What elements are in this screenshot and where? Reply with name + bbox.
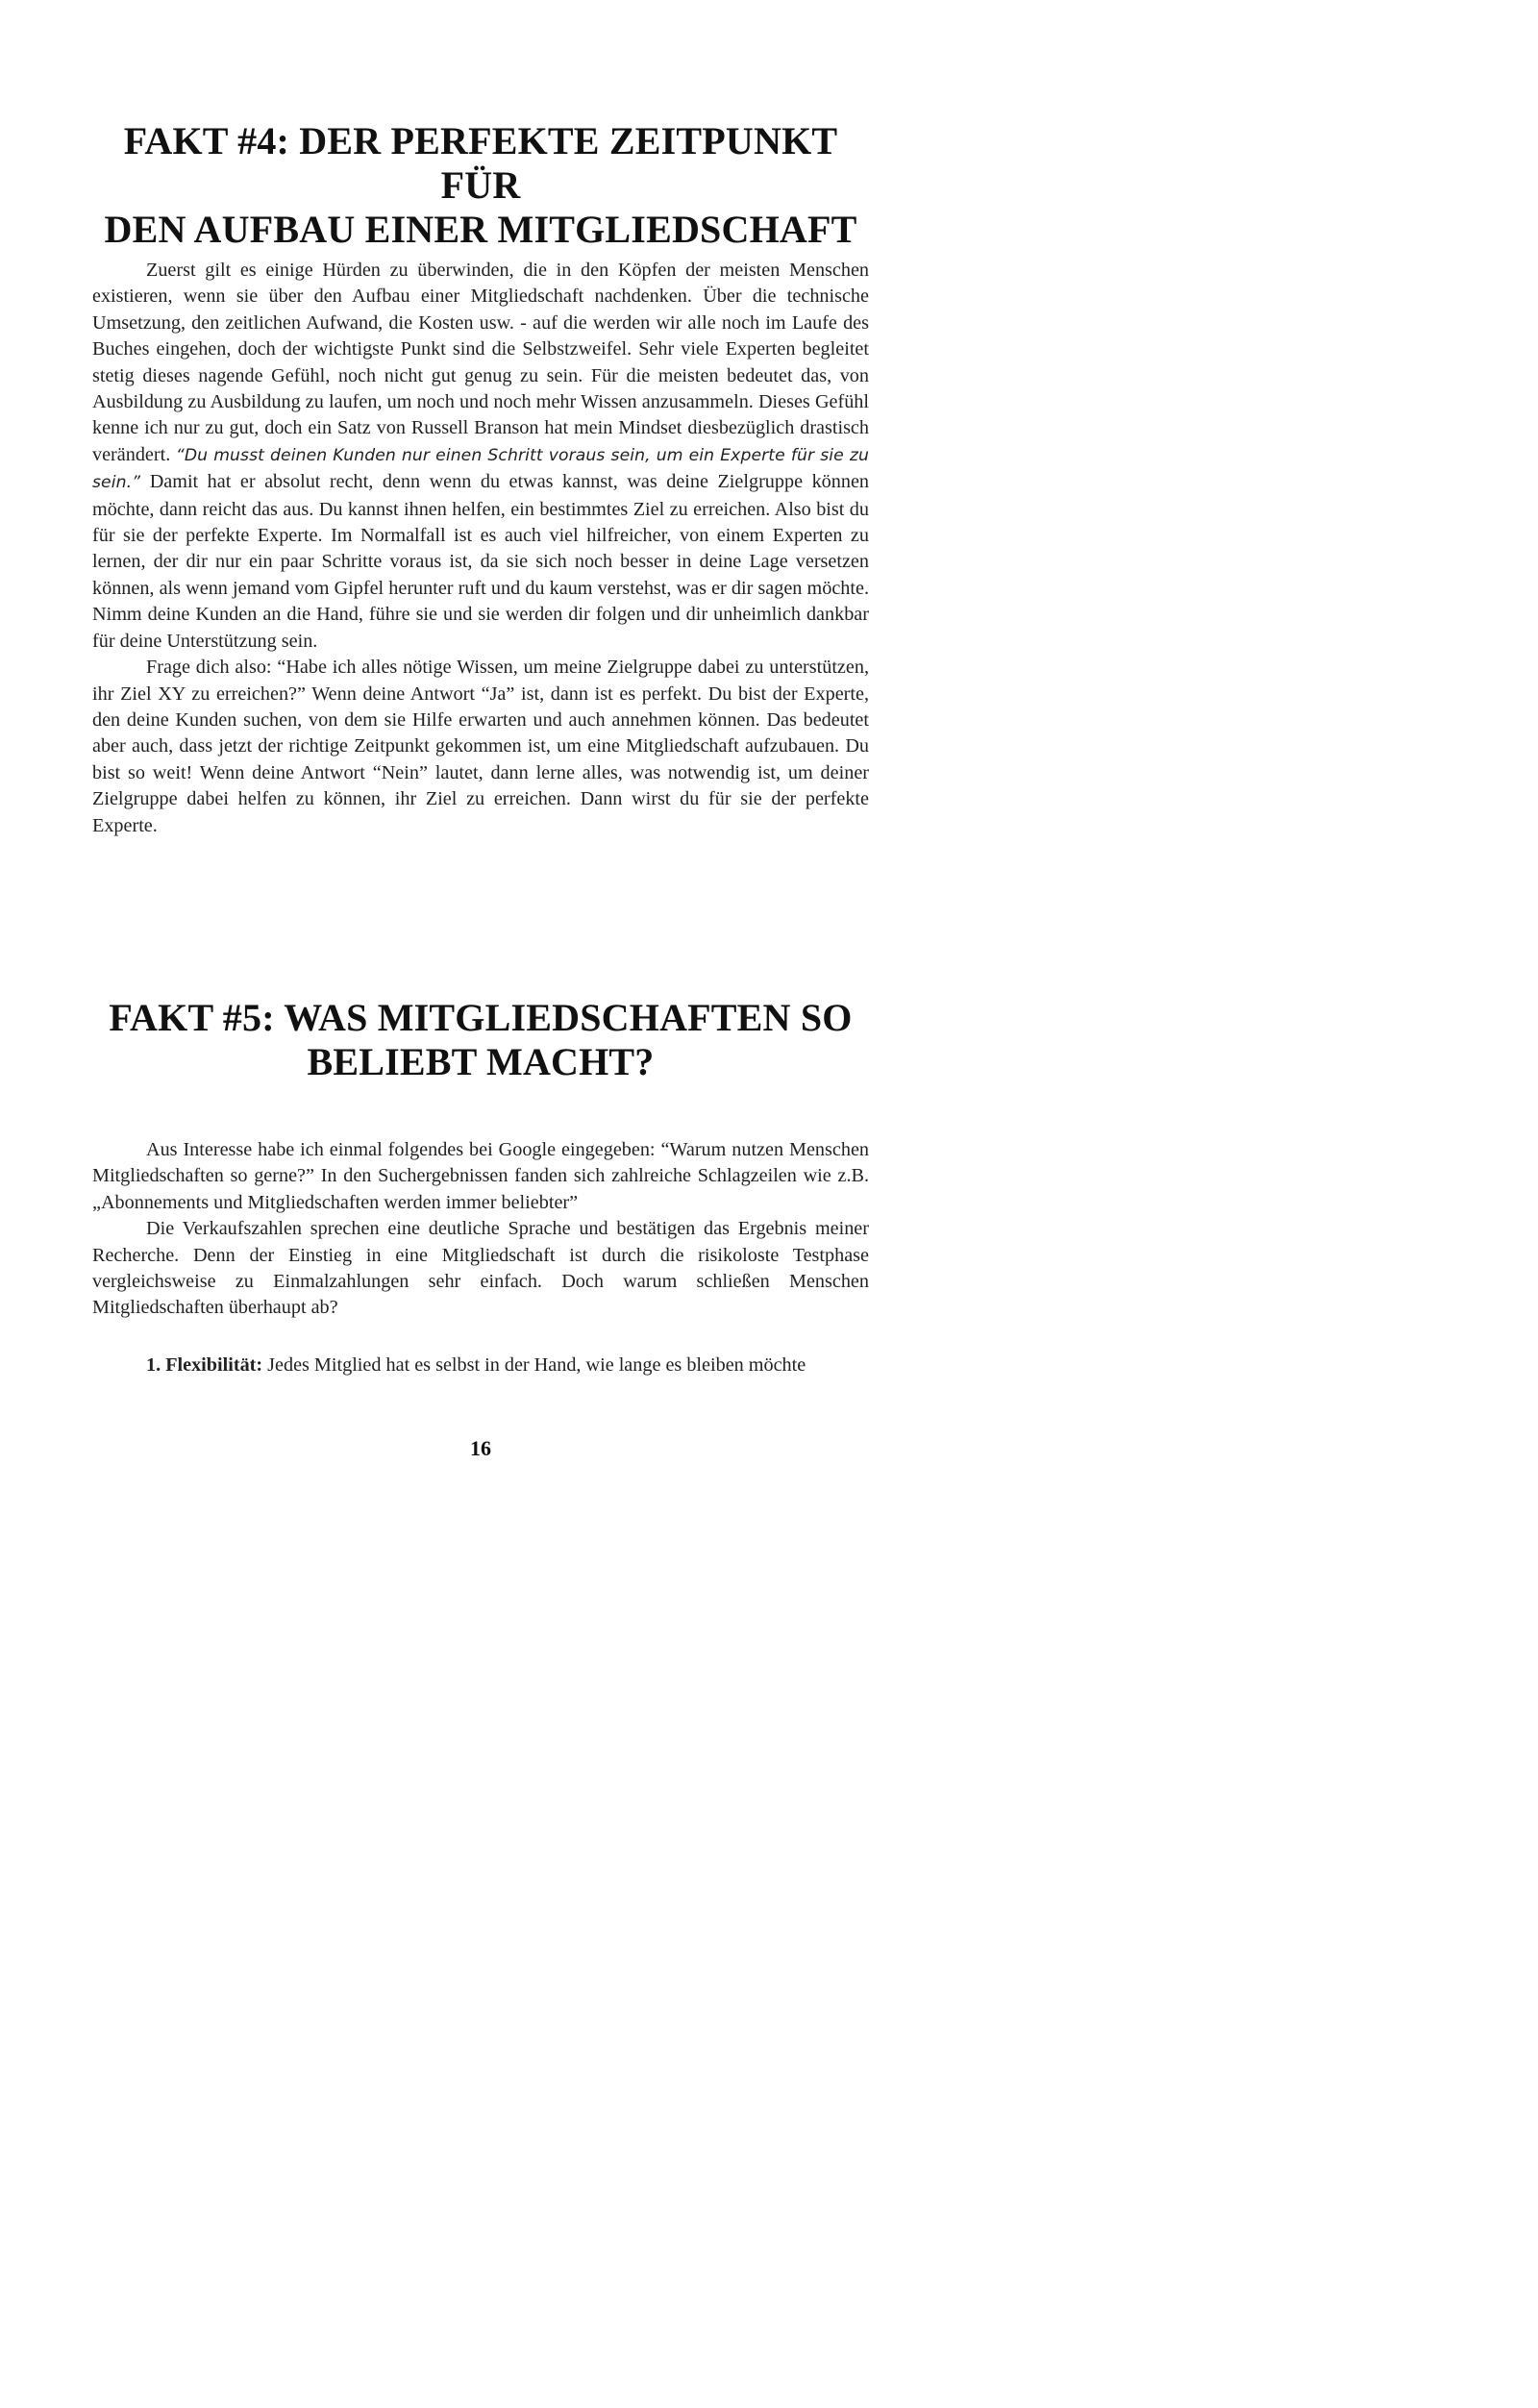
list-item-label: 1. Flexibilität: [146, 1354, 263, 1376]
list-item-text: Jedes Mitglied hat es selbst in der Hand, wie lange es bleiben möchte [267, 1354, 806, 1376]
paragraph: Frage dich also: “Habe ich alles nötige Wissen, um meine Zielgruppe dabei zu unterstützen, ihr Ziel XY zu erreichen?” Wenn deine Antwort “Ja” ist, dann ist es perfekt. Du bist der Experte, den deine Kunden suchen, von dem sie Hilfe erwarten und auch annehmen können. Das bedeutet aber auch, dass jetzt der richtige Zeitpunkt gekommen ist, um eine Mitgliedschaft aufzubauen. Du bist so weit! Wenn deine Antwort “Nein” lautet, dann lerne alles, was notwendig ist, um deiner Zielgruppe dabei helfen zu können, ihr Ziel zu erreichen. Dann wirst du für sie der perfekte Experte. [92, 657, 869, 836]
heading-line: DEN AUFBAU EINER MITGLIEDSCHAFT [104, 208, 857, 251]
book-page [92, 0, 869, 1505]
paragraph [92, 258, 869, 655]
section-heading-fakt-5 [92, 996, 869, 1084]
heading-line: FAKT #5: WAS MITGLIEDSCHAFTEN SO [109, 996, 853, 1039]
heading-line: BELIEBT MACHT? [307, 1040, 655, 1083]
section-heading-fakt-4 [92, 119, 869, 252]
section-body-fakt-4 [92, 258, 869, 839]
list-item [92, 1353, 869, 1378]
page-number: 16 [470, 1436, 491, 1460]
paragraph: Aus Interesse habe ich einmal folgendes bei Google eingegeben: “Warum nutzen Menschen Mitgliedschaften so gerne?” In den Suchergebnissen fanden sich zahlreiche Schlagzeilen wie z.B. „Abonnements und Mitgliedschaften werden immer beliebter” [92, 1139, 869, 1213]
paragraph: Die Verkaufszahlen sprechen eine deutliche Sprache und bestätigen das Ergebnis meiner Recherche. Denn der Einstieg in eine Mitgliedschaft ist durch die risikoloste Testphase vergleichsweise zu Einmalzahlungen sehr einfach. Doch warum schließen Menschen Mitgliedschaften überhaupt ab? [92, 1218, 869, 1319]
section-body-fakt-5 [92, 1137, 869, 1322]
quote-text: “Du musst deinen Kunden nur einen Schritt voraus sein, um ein Experte für sie zu sein.” [92, 445, 869, 493]
heading-line: FAKT #4: DER PERFEKTE ZEITPUNKT FÜR [123, 119, 838, 207]
paragraph-text: Zuerst gilt es einige Hürden zu überwinden, die in den Köpfen der meisten Menschen existieren, wenn sie über den Aufbau einer Mitgliedschaft nachdenken. Über die technische Umsetzung, den zeitlichen Aufwand, die Kosten usw. - auf die werden wir alle noch im Laufe des Buches eingehen, doch der wichtigste Punkt sind die Selbstzweifel. Sehr viele Experten begleitet stetig dieses nagende Gefühl, noch nicht gut genug zu sein. Für die meisten bedeutet das, von Ausbildung zu Ausbildung zu laufen, um noch und noch mehr Wissen anzusammeln. Dieses Gefühl kenne ich nur zu gut, doch ein Satz von Russell Branson hat mein Mindset diesbezüglich drastisch verändert. [92, 260, 869, 465]
paragraph-text: Damit hat er absolut recht, denn wenn du etwas kannst, was deine Zielgruppe können möchte, dann reicht das aus. Du kannst ihnen helfen, ein bestimmtes Ziel zu erreichen. Also bist du für sie der perfekte Experte. Im Normalfall ist es auch viel hilfreicher, von einem Experten zu lernen, der dir nur ein paar Schritte voraus ist, da sie sich noch besser in deine Lage versetzen können, als wenn jemand vom Gipfel herunter ruft und du kaum verstehst, was er dir sagen möchte. Nimm deine Kunden an die Hand, führe sie und sie werden dir folgen und dir unheimlich dankbar für deine Unterstützung sein. [92, 471, 869, 652]
